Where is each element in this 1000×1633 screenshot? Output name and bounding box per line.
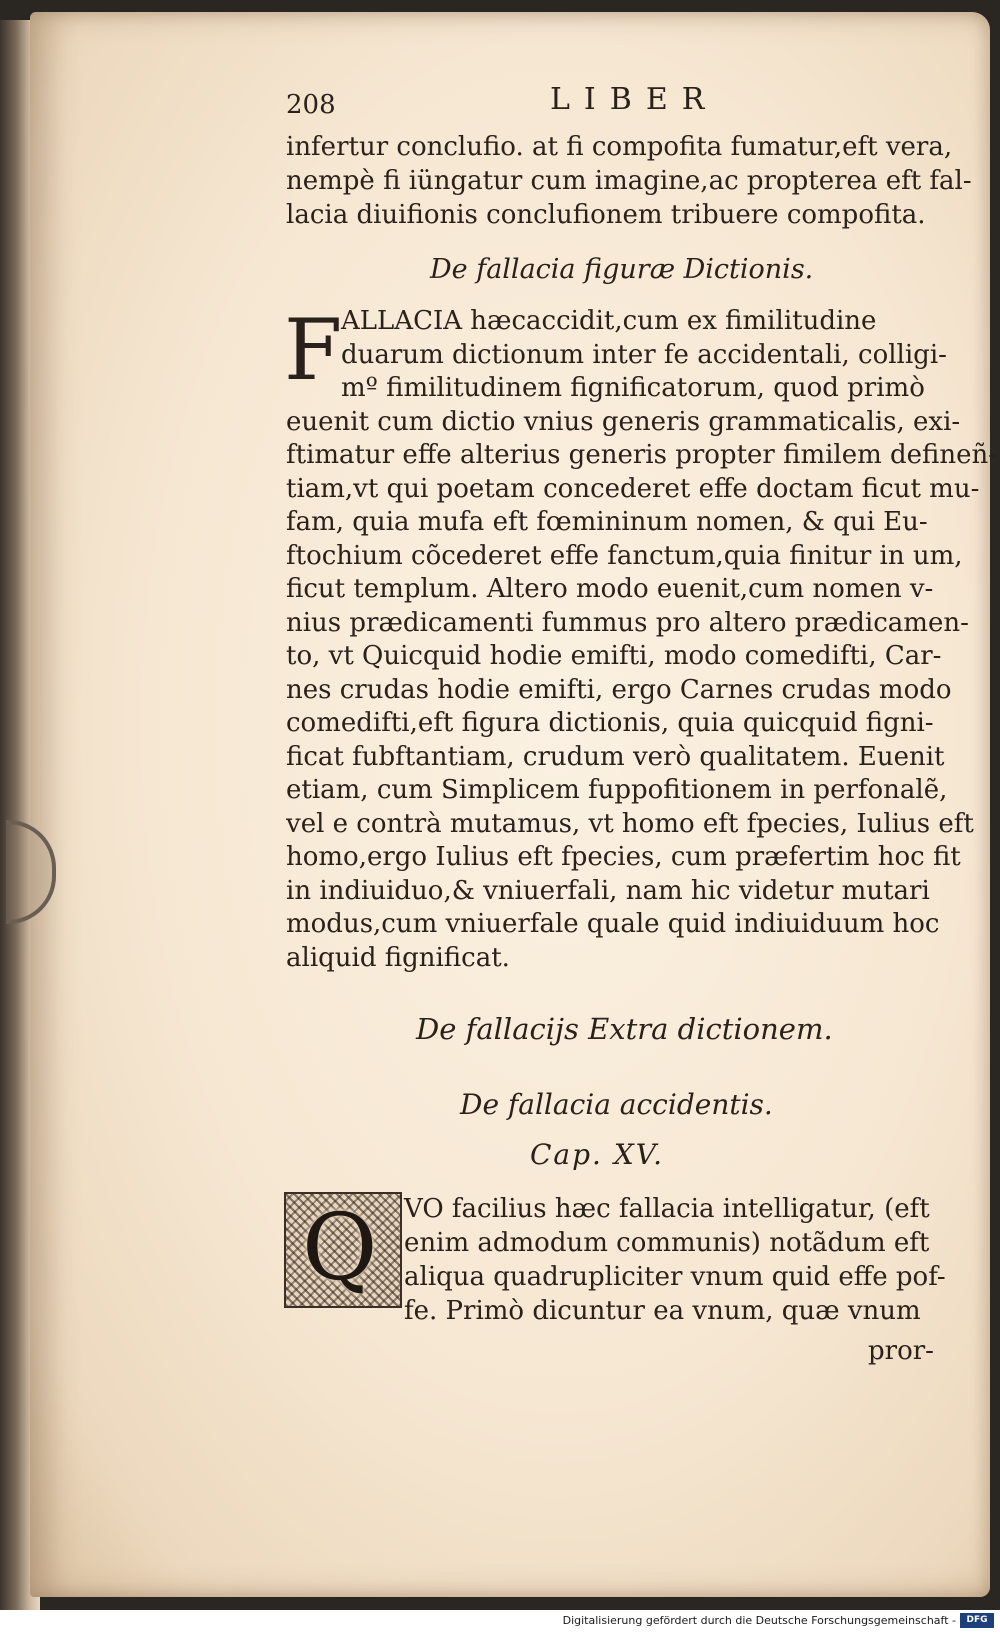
- text-line: lacia diuifionis conclufionem tribuere compofita.: [286, 200, 926, 230]
- ornamental-drop-cap-q: [284, 1192, 402, 1308]
- digitization-footer: [0, 1610, 1000, 1633]
- text-line: mº fimilitudinem fignificatorum, quod primò: [341, 373, 925, 403]
- text-line: aliquid fignificat.: [286, 942, 510, 973]
- text-line: ftimatur effe alterius generis propter fimilem defineñ-: [286, 440, 998, 470]
- text-line: infertur conclufio. at fi compofita fumatur,eft vera,: [286, 132, 953, 162]
- catchword: pror-: [868, 1336, 934, 1366]
- drop-cap-letter: Q: [302, 1194, 378, 1301]
- section-heading-figura-dictionis: De fallacia figuræ Dictionis.: [430, 254, 814, 285]
- text-line: modus,cum vniuerfale quale quid indiuiduum hoc: [286, 909, 940, 939]
- text-line: etiam, cum Simplicem fuppofitionem in perfonalẽ,: [286, 775, 948, 805]
- section-heading-extra-dictionem: De fallacijs Extra dictionem.: [416, 1012, 833, 1046]
- section-heading-accidentis: De fallacia accidentis.: [460, 1088, 773, 1121]
- text-line: nes crudas hodie emifti, ergo Carnes crudas modo: [286, 674, 952, 705]
- text-line: ALLACIA hæcaccidit,cum ex fimilitudine: [341, 306, 877, 336]
- text-line: comedifti,eft figura dictionis, quia quicquid figni-: [286, 708, 934, 738]
- drop-cap-f: F: [284, 301, 343, 399]
- paragraph-fallacia-accidentis: [404, 1192, 946, 1328]
- text-line: to, vt Quicquid hodie emifti, modo comedifti, Car-: [286, 641, 942, 671]
- funding-credit: Digitalisierung gefördert durch die Deutsche Forschungsgemeinschaft -: [562, 1614, 956, 1627]
- chapter-label: Cap. XV.: [530, 1138, 665, 1171]
- paragraph-fallacia-figura: [284, 301, 998, 975]
- body-top-text: [286, 130, 972, 232]
- running-head: LIBER: [550, 82, 719, 117]
- text-line: duarum dictionum inter fe accidentali, colligi-: [341, 339, 947, 370]
- text-line: tiam,vt qui poetam concederet effe doctam ficut mu-: [286, 473, 980, 504]
- text-line: ficat fubftantiam, crudum verò qualitatem. Euenit: [286, 741, 945, 772]
- text-line: nius prædicamenti fummus pro altero prædicamen-: [286, 607, 969, 638]
- text-line: vel e contrà mutamus, vt homo eft fpecies, Iulius eft: [286, 808, 974, 839]
- text-line: in indiuiduo,& vniuerfali, nam hic videtur mutari: [286, 875, 930, 906]
- text-line: aliqua quadrupliciter vnum quid effe pof-: [404, 1262, 946, 1292]
- text-line: enim admodum communis) notãdum eft: [404, 1228, 930, 1258]
- text-line: ftochium cõcederet effe fanctum,quia finitur in um,: [286, 540, 963, 571]
- text-line: ficut templum. Altero modo euenit,cum nomen v-: [286, 574, 934, 604]
- text-line: fam, quia mufa eft fœmininum nomen, & qui Eu-: [286, 507, 928, 537]
- text-line: homo,ergo Iulius eft fpecies, cum præfertim hoc fit: [286, 842, 961, 872]
- page-number: 208: [286, 90, 336, 120]
- dfg-logo: DFG: [960, 1613, 994, 1628]
- text-line: euenit cum dictio vnius generis grammaticalis, exi-: [286, 406, 961, 437]
- text-line: nempè fi iüngatur cum imagine,ac propterea eft fal-: [286, 166, 972, 196]
- text-line: VO facilius hæc fallacia intelligatur, (eft: [404, 1194, 930, 1224]
- text-line: fe. Primò dicuntur ea vnum, quæ vnum: [404, 1296, 921, 1326]
